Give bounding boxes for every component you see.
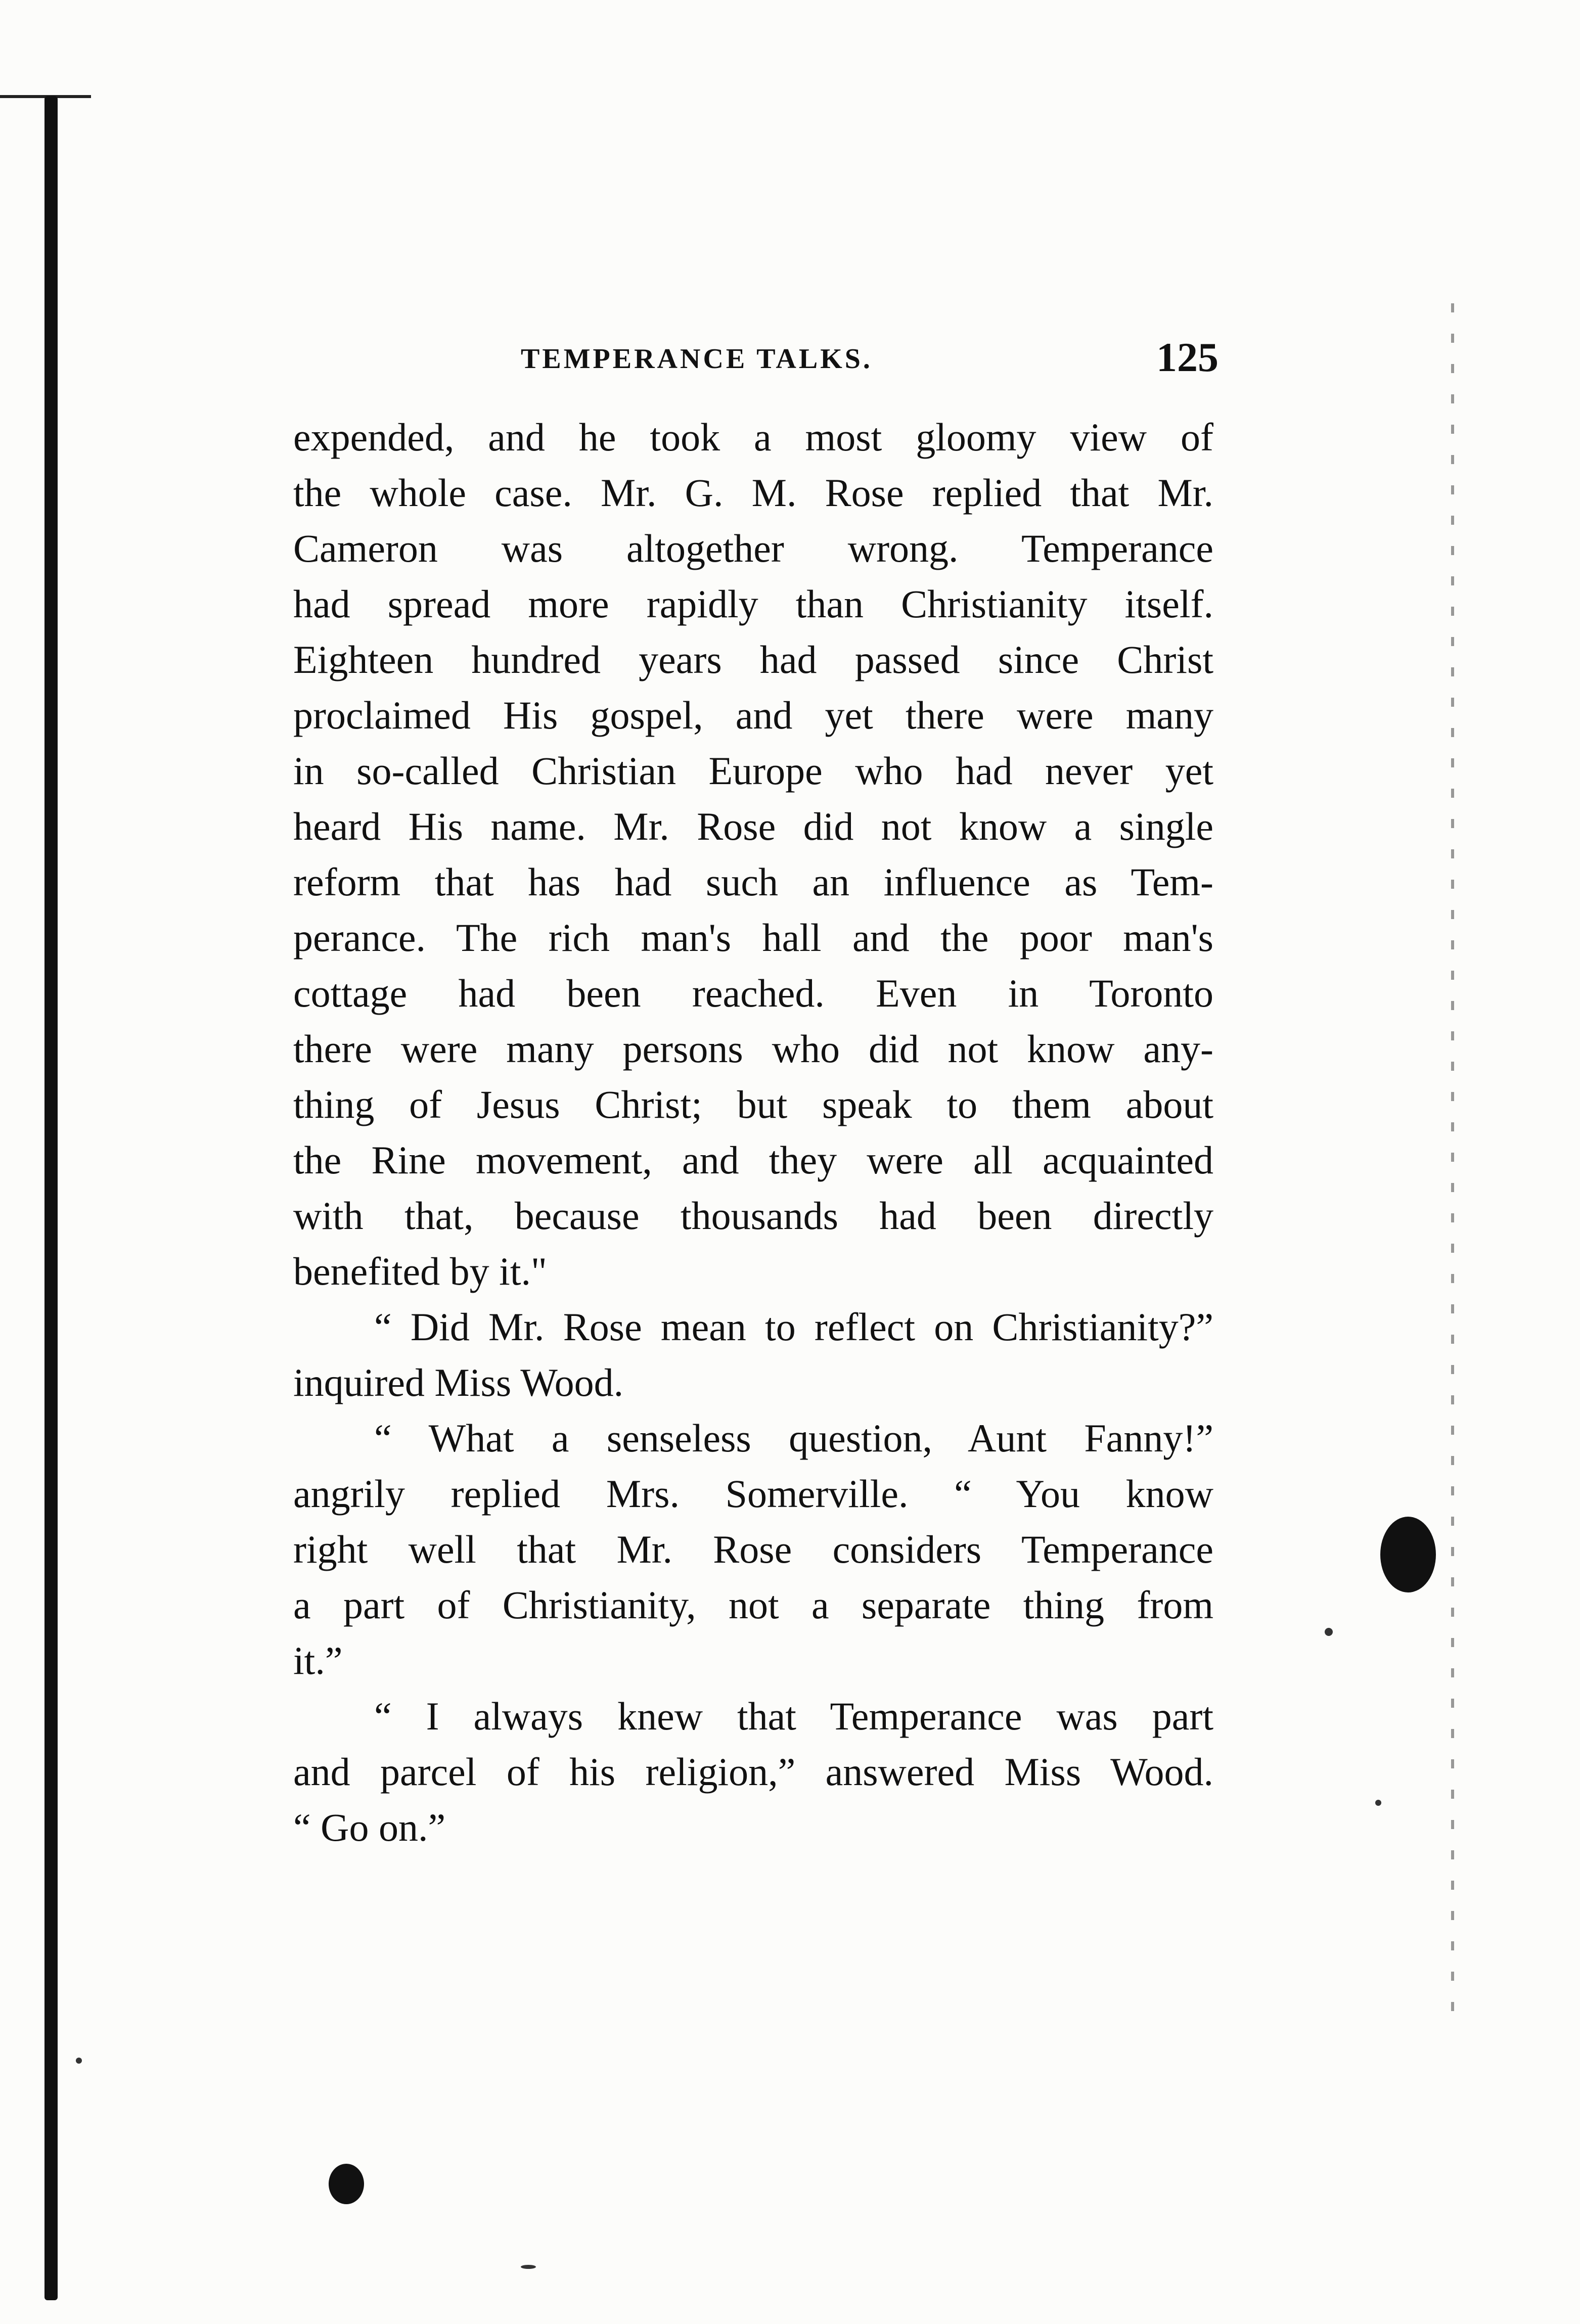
binding-edge <box>44 96 58 2300</box>
ink-blot <box>1380 1517 1436 1592</box>
running-title: TEMPERANCE TALKS. <box>521 343 873 375</box>
paragraph <box>293 1299 1213 1410</box>
text-line: and parcel of his religion,” answered Miss Wood. <box>293 1750 1213 1794</box>
text-line: there were many persons who did not know any- <box>293 1027 1213 1071</box>
text-line: with that, because thousands had been directly <box>293 1194 1213 1238</box>
text-line: expended, and he took a most gloomy view of <box>293 415 1213 459</box>
text-line: “ What a senseless question, Aunt Fanny!” <box>374 1416 1213 1460</box>
ink-speck <box>1375 1800 1381 1806</box>
text-line: angrily replied Mrs. Somerville. “ You know <box>293 1472 1213 1516</box>
body-text <box>293 409 1213 1855</box>
ink-speck <box>76 2058 82 2064</box>
text-line: “ Did Mr. Rose mean to reflect on Christianity?” <box>374 1305 1213 1349</box>
text-line: the Rine movement, and they were all acquainted <box>293 1138 1213 1182</box>
ink-blot <box>329 2164 364 2204</box>
ink-speck <box>1325 1628 1333 1636</box>
text-line: “ I always knew that Temperance was part <box>374 1694 1213 1738</box>
text-line: heard His name. Mr. Rose did not know a single <box>293 804 1213 848</box>
text-line: perance. The rich man's hall and the poor man's <box>293 916 1213 960</box>
text-line: reform that has had such an influence as Tem- <box>293 860 1213 904</box>
paragraph <box>293 409 1213 1299</box>
text-line: cottage had been reached. Even in Toronto <box>293 971 1213 1015</box>
text-line: benefited by it." <box>293 1249 547 1293</box>
text-line: right well that Mr. Rose considers Temperance <box>293 1527 1213 1571</box>
page-edge-marks <box>1451 303 1454 2022</box>
page-number: 125 <box>1156 334 1218 380</box>
ink-speck <box>521 2265 536 2269</box>
text-line: thing of Jesus Christ; but speak to them about <box>293 1082 1213 1126</box>
text-line: a part of Christianity, not a separate thing from <box>293 1583 1213 1627</box>
paragraph <box>293 1410 1213 1689</box>
text-line: it.” <box>293 1638 343 1682</box>
text-line: Eighteen hundred years had passed since Christ <box>293 637 1213 681</box>
text-line: proclaimed His gospel, and yet there were many <box>293 693 1213 737</box>
text-line: “ Go on.” <box>293 1805 446 1849</box>
text-line: had spread more rapidly than Christianity itself. <box>293 582 1213 626</box>
text-line: inquired Miss Wood. <box>293 1360 624 1404</box>
text-line: the whole case. Mr. G. M. Rose replied that Mr. <box>293 471 1213 515</box>
paragraph <box>293 1689 1213 1855</box>
page-header <box>293 334 1218 389</box>
text-line: in so-called Christian Europe who had never yet <box>293 749 1213 793</box>
text-line: Cameron was altogether wrong. Temperance <box>293 526 1213 570</box>
